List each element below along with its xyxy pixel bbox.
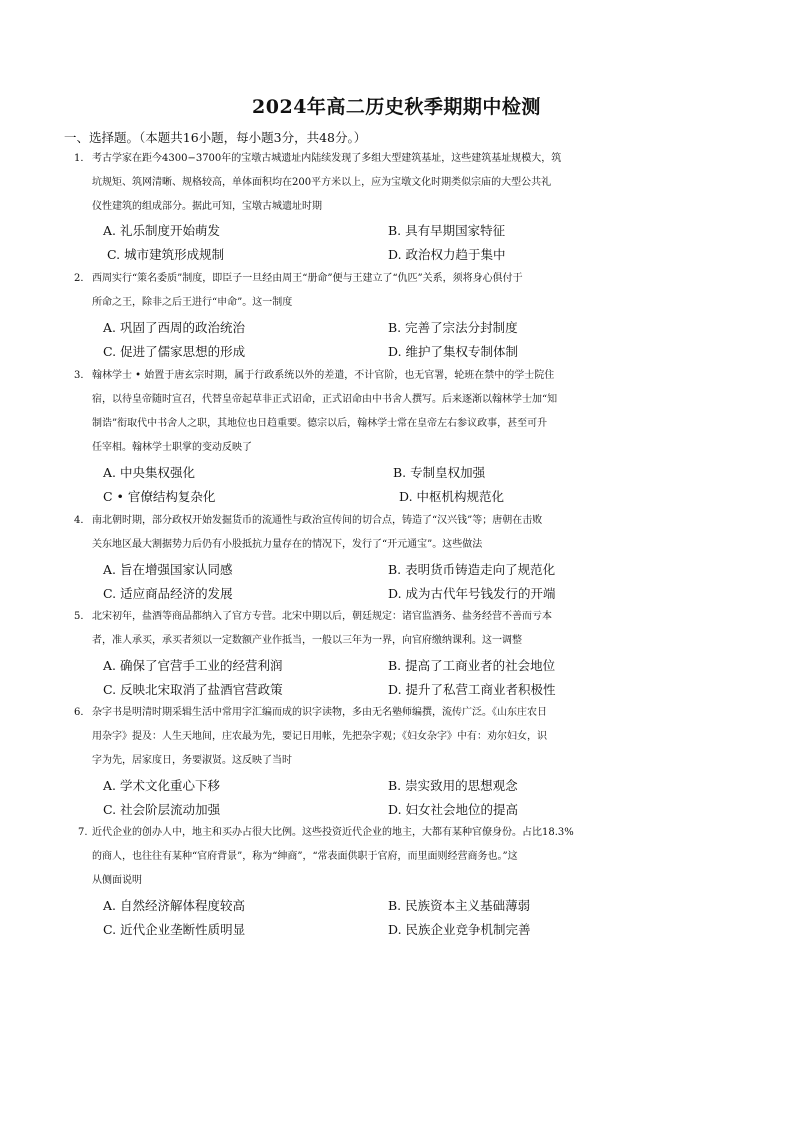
page-title: 2024年高二历史秋季期期中检测 xyxy=(252,96,541,118)
question-number: 4． xyxy=(74,515,91,526)
question-text-line: 所命之王，除非之后王进行“申命”。这一制度 xyxy=(92,297,293,308)
option-c: C. 适应商品经济的发展 xyxy=(103,586,233,601)
option-b: B. 表明货币铸造走向了规范化 xyxy=(388,562,556,577)
option-a: A. 旨在增强国家认同感 xyxy=(103,562,233,577)
question-text-line: 用杂字》提及：人生天地间，庄农最为先，要记日用帐，先把杂字观；《妇女杂字》中有：劝尔妇女，识 xyxy=(92,731,547,742)
section-heading: 一、选择题。（本题共16小题，每小题3分，共48分。） xyxy=(64,130,367,145)
option-a: A. 自然经济解体程度较高 xyxy=(103,898,245,913)
option-b: B. 具有早期国家特征 xyxy=(388,223,506,238)
option-b: B. 完善了宗法分封制度 xyxy=(388,320,518,335)
question-text-line: 仪性建筑的组成部分。据此可知，宝墩古城遗址时期 xyxy=(92,201,322,212)
question-number: 3． xyxy=(74,370,91,381)
question-text-line: 者，准人承买，承买者须以一定数额产业作抵当，一般以三年为一界，向官府缴纳课利。这一调整 xyxy=(92,635,522,646)
option-c: C. 反映北宋取消了盐酒官营政策 xyxy=(103,682,283,697)
option-d: D. 妇女社会地位的提高 xyxy=(388,802,519,817)
option-d: D. 政治权力趋于集中 xyxy=(388,247,506,262)
question-text-line: 北宋初年，盐酒等商品都纳入了官方专营。北宋中期以后，朝廷规定：诸官监酒务、盐务经营不善而亏本 xyxy=(92,611,552,622)
option-a: A. 确保了官营手工业的经营利润 xyxy=(103,658,283,673)
question-text-line: 西周实行“策名委质”制度，即臣子一旦经由周王“册命”便与王建立了“仇匹”关系，须将身心俱付于 xyxy=(92,273,523,284)
question-text-line: 南北朝时期，部分政权开始发掘货币的流通性与政治宣传间的切合点，铸造了“汉兴钱”等；唐朝在击败 xyxy=(92,515,543,526)
question-number: 6． xyxy=(74,707,91,718)
question-text-line: 从侧面说明 xyxy=(92,875,142,886)
question-text-line: 关东地区最大割据势力后仍有小股抵抗力量存在的情况下，发行了“开元通宝”。这些做法 xyxy=(92,539,483,550)
option-b: B. 崇实致用的思想观念 xyxy=(388,778,518,793)
option-c: C. 近代企业垄断性质明显 xyxy=(103,922,246,937)
question-number: 1． xyxy=(74,153,91,164)
question-text-line: 坑规矩、筑网清晰、规格较高，单体面积均在200平方米以上，应为宝墩文化时期类似宗庙的大型公共礼 xyxy=(92,177,552,188)
option-b: B. 专制皇权加强 xyxy=(393,465,486,480)
question-number: 2． xyxy=(74,273,91,284)
option-a: A. 中央集权强化 xyxy=(103,465,195,480)
option-c: C. 社会阶层流动加强 xyxy=(103,802,221,817)
option-c: C • 官僚结构复杂化 xyxy=(103,489,216,504)
option-d: D. 成为古代年号钱发行的开端 xyxy=(388,586,556,601)
question-text-line: 宿，以待皇帝随时宣召，代替皇帝起草非正式诏命，正式诏命由中书舍人撰写。后来逐渐以翰林学士加“知 xyxy=(92,394,558,405)
question-number: 7. xyxy=(78,827,88,838)
question-text-line: 制诰”衔取代中书舍人之职，其地位也日趋重要。德宗以后，翰林学士常在皇帝左右参议政事，甚至可升 xyxy=(92,418,548,429)
question-text-line: 杂字书是明清时期采辑生活中常用字汇编而成的识字读物，多由无名塾师编撰，流传广泛。《山东庄农日 xyxy=(92,707,547,718)
option-a: A. 学术文化重心下移 xyxy=(103,778,220,793)
option-b: B. 提高了工商业者的社会地位 xyxy=(388,658,556,673)
option-b: B. 民族资本主义基础薄弱 xyxy=(388,898,531,913)
option-d: D. 民族企业竞争机制完善 xyxy=(388,922,531,937)
option-a: A. 巩固了西周的政治统治 xyxy=(103,320,245,335)
question-text-line: 的商人，也往往有某种“官府背景”，称为“绅商”，“常表面供职于官府，而里面则经营商务也。”这 xyxy=(92,851,518,862)
question-number: 5． xyxy=(74,611,91,622)
option-a: A. 礼乐制度开始萌发 xyxy=(103,223,220,238)
option-d: D. 中枢机构规范化 xyxy=(399,489,505,504)
option-d: D. 维护了集权专制体制 xyxy=(388,344,519,359)
option-d: D. 提升了私营工商业者积极性 xyxy=(388,682,556,697)
question-text-line: 字为先，居家度日，务要淑贤。这反映了当时 xyxy=(92,755,292,766)
question-text-line: 考古学家在距今4300−3700年的宝墩古城遗址内陆续发现了多组大型建筑基址，这些建筑基址规模大，筑 xyxy=(92,153,562,164)
question-text-line: 近代企业的创办人中，地主和买办占很大比例。这些投资近代企业的地主，大都有某种官僚身份。占比18.3% xyxy=(92,827,574,838)
question-text-line: 任宰相。翰林学士职掌的变动反映了 xyxy=(92,442,252,453)
option-c: C. 促进了儒家思想的形成 xyxy=(103,344,246,359)
question-text-line: 翰林学士 • 始置于唐玄宗时期，属于行政系统以外的差遣，不计官阶，也无官署，轮班在禁中的学士院住 xyxy=(92,370,555,381)
option-c: C. 城市建筑形成规制 xyxy=(107,247,225,262)
